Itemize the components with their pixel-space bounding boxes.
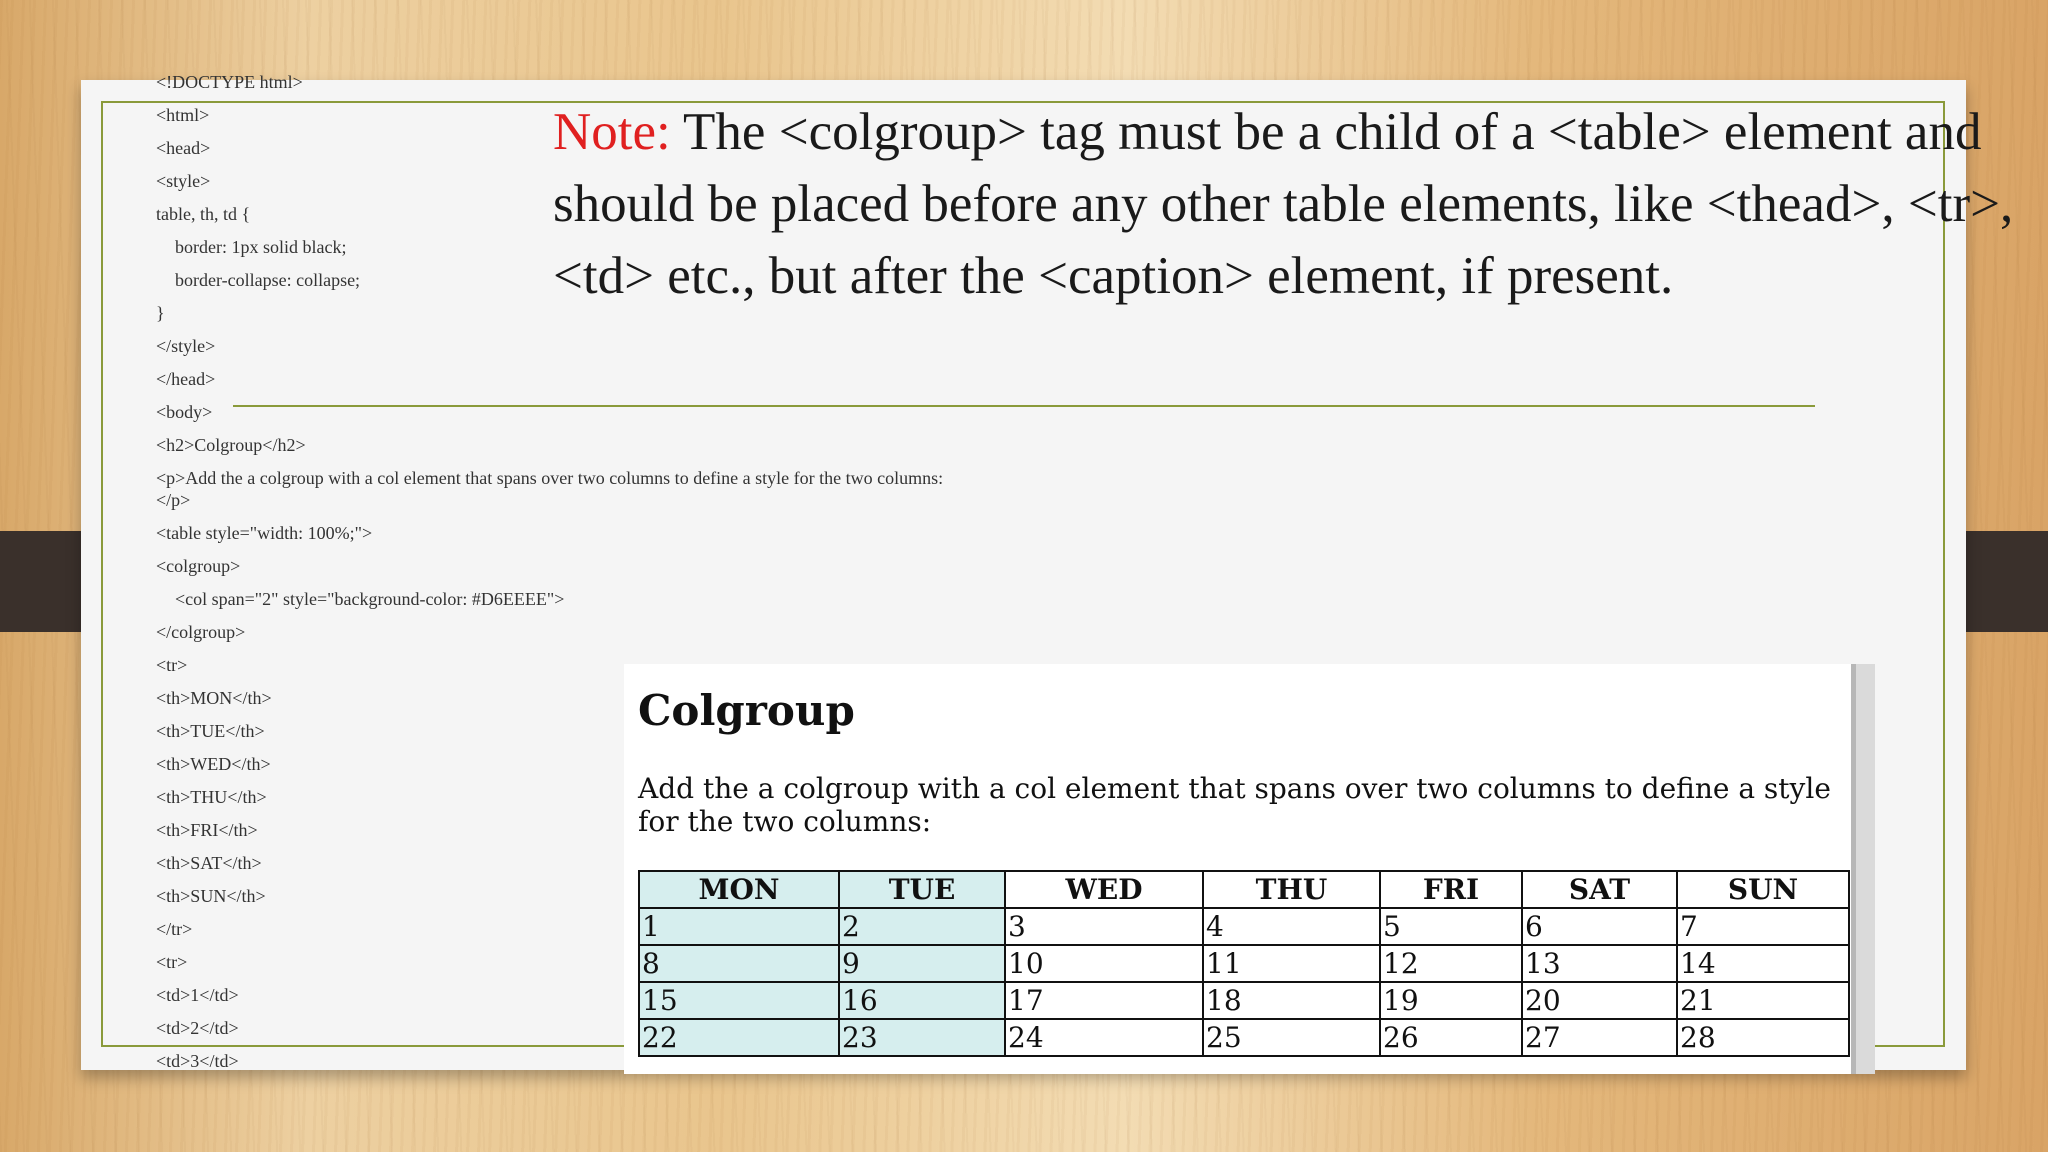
column-header: WED xyxy=(1005,871,1203,908)
table-cell: 15 xyxy=(639,982,839,1019)
table-cell: 17 xyxy=(1005,982,1203,1019)
code-line: <th>TUE</th> xyxy=(156,721,265,741)
table-cell: 7 xyxy=(1677,908,1849,945)
code-line: <th>FRI</th> xyxy=(156,820,258,840)
code-line: } xyxy=(156,303,165,323)
column-header: FRI xyxy=(1380,871,1522,908)
code-line: </style> xyxy=(156,336,216,356)
code-line: </colgroup> xyxy=(156,622,246,642)
code-line: <style> xyxy=(156,171,211,191)
table-cell: 10 xyxy=(1005,945,1203,982)
table-cell: 4 xyxy=(1203,908,1380,945)
code-line: border-collapse: collapse; xyxy=(166,270,361,290)
code-line: <colgroup> xyxy=(156,556,241,576)
column-header: SAT xyxy=(1522,871,1677,908)
column-header: MON xyxy=(639,871,839,908)
code-line: <th>WED</th> xyxy=(156,754,271,774)
table-row xyxy=(639,945,1849,982)
table-cell: 6 xyxy=(1522,908,1677,945)
code-line: <td>3</td> xyxy=(156,1051,239,1071)
preview-heading: Colgroup xyxy=(638,686,855,735)
code-line: <th>THU</th> xyxy=(156,787,267,807)
code-line: <head> xyxy=(156,138,211,158)
table-cell: 24 xyxy=(1005,1019,1203,1056)
note-label: Note: xyxy=(553,103,671,161)
preview-paragraph: Add the a colgroup with a col element that spans over two columns to define a style for the two columns: xyxy=(638,772,1831,838)
code-line: </tr> xyxy=(156,919,193,939)
code-line: <td>1</td> xyxy=(156,985,239,1005)
table-cell: 25 xyxy=(1203,1019,1380,1056)
table-cell: 16 xyxy=(839,982,1005,1019)
code-line: <html> xyxy=(156,105,210,125)
code-line: <th>MON</th> xyxy=(156,688,272,708)
table-cell: 18 xyxy=(1203,982,1380,1019)
code-line: <th>SAT</th> xyxy=(156,853,262,873)
note-text xyxy=(553,96,2023,312)
column-header: TUE xyxy=(839,871,1005,908)
column-header: THU xyxy=(1203,871,1380,908)
preview-scrollbar[interactable] xyxy=(1851,664,1875,1074)
code-line: </head> xyxy=(156,369,216,389)
code-line: <!DOCTYPE html> xyxy=(156,72,303,92)
table-row xyxy=(639,908,1849,945)
table-header-row xyxy=(639,871,1849,908)
column-header: SUN xyxy=(1677,871,1849,908)
table-row xyxy=(639,1019,1849,1056)
code-line: <tr> xyxy=(156,952,188,972)
code-line: <th>SUN</th> xyxy=(156,886,266,906)
table-cell: 20 xyxy=(1522,982,1677,1019)
code-line: <td>2</td> xyxy=(156,1018,239,1038)
table-cell: 3 xyxy=(1005,908,1203,945)
table-cell: 5 xyxy=(1380,908,1522,945)
table-cell: 21 xyxy=(1677,982,1849,1019)
preview-table xyxy=(638,870,1850,1057)
table-cell: 13 xyxy=(1522,945,1677,982)
table-cell: 1 xyxy=(639,908,839,945)
code-line: border: 1px solid black; xyxy=(166,237,347,257)
table-cell: 11 xyxy=(1203,945,1380,982)
table-cell: 8 xyxy=(639,945,839,982)
table-cell: 12 xyxy=(1380,945,1522,982)
code-line: <table style="width: 100%;"> xyxy=(156,523,373,543)
table-cell: 2 xyxy=(839,908,1005,945)
code-line: <col span="2" style="background-color: #D6EEEE"> xyxy=(166,589,565,609)
browser-preview xyxy=(624,664,1862,1074)
code-line: <h2>Colgroup</h2> xyxy=(156,435,306,455)
table-cell: 22 xyxy=(639,1019,839,1056)
code-line: <p>Add the a colgroup with a col element that spans over two columns to define a style for the two columns:</p> xyxy=(156,468,944,510)
code-line: <tr> xyxy=(156,655,188,675)
note-body: The <colgroup> tag must be a child of a <table> element and should be placed before any other table elements, like <thead>, <tr>, <td> etc., but after the <caption> element, if present. xyxy=(553,103,2014,305)
table-cell: 28 xyxy=(1677,1019,1849,1056)
code-line: <body> xyxy=(156,402,213,422)
table-cell: 27 xyxy=(1522,1019,1677,1056)
table-cell: 23 xyxy=(839,1019,1005,1056)
table-cell: 14 xyxy=(1677,945,1849,982)
table-cell: 26 xyxy=(1380,1019,1522,1056)
table-cell: 19 xyxy=(1380,982,1522,1019)
code-line: table, th, td { xyxy=(156,204,251,224)
table-row xyxy=(639,982,1849,1019)
table-cell: 9 xyxy=(839,945,1005,982)
